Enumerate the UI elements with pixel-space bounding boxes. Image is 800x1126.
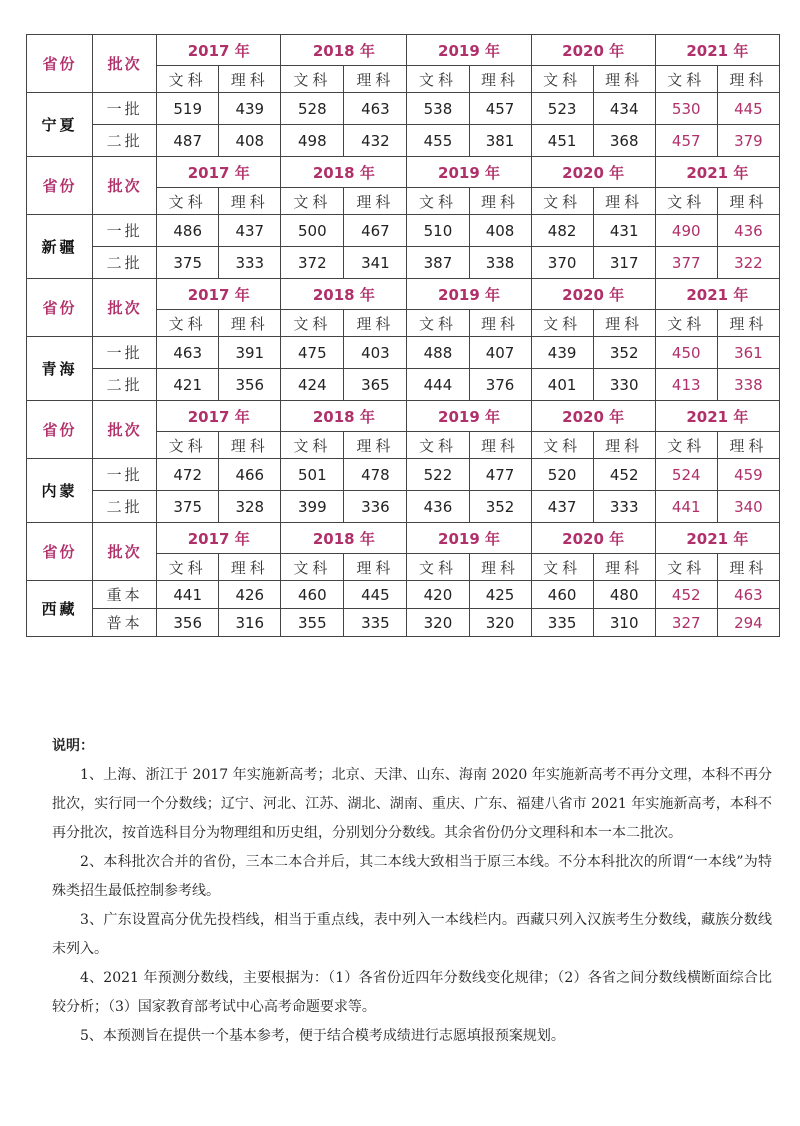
batch-name: 二批 bbox=[93, 125, 157, 157]
score-cell: 408 bbox=[219, 125, 281, 157]
score-cell: 482 bbox=[531, 215, 593, 247]
score-cell: 437 bbox=[219, 215, 281, 247]
score-cell: 355 bbox=[281, 609, 344, 637]
score-cell: 294 bbox=[717, 609, 779, 637]
subject-liberal-arts: 文科 bbox=[157, 188, 219, 215]
year-header: 2017 年 bbox=[157, 523, 281, 554]
score-cell: 441 bbox=[655, 491, 717, 523]
year-header: 2019 年 bbox=[407, 401, 531, 432]
subject-science: 理科 bbox=[219, 66, 281, 93]
batch-header: 批次 bbox=[93, 279, 157, 337]
subject-science: 理科 bbox=[469, 432, 531, 459]
score-cell: 316 bbox=[219, 609, 281, 637]
subject-liberal-arts: 文科 bbox=[531, 432, 593, 459]
score-cell: 478 bbox=[344, 459, 407, 491]
year-header: 2021 年 bbox=[655, 401, 779, 432]
subject-liberal-arts: 文科 bbox=[655, 554, 717, 581]
score-cell: 528 bbox=[281, 93, 344, 125]
province-name: 内蒙 bbox=[27, 459, 93, 523]
notes-section bbox=[52, 732, 772, 1051]
subject-science: 理科 bbox=[344, 554, 407, 581]
subject-liberal-arts: 文科 bbox=[655, 66, 717, 93]
subject-science: 理科 bbox=[469, 188, 531, 215]
score-cell: 524 bbox=[655, 459, 717, 491]
score-cell: 463 bbox=[717, 581, 779, 609]
score-cell: 336 bbox=[344, 491, 407, 523]
score-cell: 487 bbox=[157, 125, 219, 157]
batch-name: 一批 bbox=[93, 459, 157, 491]
batch-header: 批次 bbox=[93, 157, 157, 215]
score-cell: 477 bbox=[469, 459, 531, 491]
score-cell: 327 bbox=[655, 609, 717, 637]
score-cell: 426 bbox=[219, 581, 281, 609]
score-cell: 466 bbox=[219, 459, 281, 491]
year-header: 2020 年 bbox=[531, 401, 655, 432]
score-cell: 322 bbox=[717, 247, 779, 279]
score-cell: 407 bbox=[469, 337, 531, 369]
score-cell: 436 bbox=[717, 215, 779, 247]
province-name: 宁夏 bbox=[27, 93, 93, 157]
score-cell: 450 bbox=[655, 337, 717, 369]
subject-liberal-arts: 文科 bbox=[531, 310, 593, 337]
year-header: 2019 年 bbox=[407, 35, 531, 66]
score-cell: 436 bbox=[407, 491, 469, 523]
batch-name: 二批 bbox=[93, 491, 157, 523]
note-item-5: 5、本预测旨在提供一个基本参考，便于结合模考成绩进行志愿填报预案规划。 bbox=[80, 1028, 565, 1044]
year-header-row bbox=[27, 157, 780, 188]
score-cell: 459 bbox=[717, 459, 779, 491]
subject-science: 理科 bbox=[717, 66, 779, 93]
score-row bbox=[27, 125, 780, 157]
score-cell: 445 bbox=[344, 581, 407, 609]
score-cell: 452 bbox=[593, 459, 655, 491]
score-cell: 320 bbox=[469, 609, 531, 637]
score-cell: 368 bbox=[593, 125, 655, 157]
score-cell: 421 bbox=[157, 369, 219, 401]
score-cell: 460 bbox=[531, 581, 593, 609]
score-cell: 522 bbox=[407, 459, 469, 491]
subject-science: 理科 bbox=[469, 66, 531, 93]
subject-liberal-arts: 文科 bbox=[157, 310, 219, 337]
year-header: 2018 年 bbox=[281, 35, 407, 66]
score-cell: 439 bbox=[531, 337, 593, 369]
subject-science: 理科 bbox=[469, 310, 531, 337]
province-name: 西藏 bbox=[27, 581, 93, 637]
score-cell: 538 bbox=[407, 93, 469, 125]
score-cell: 467 bbox=[344, 215, 407, 247]
score-cell: 439 bbox=[219, 93, 281, 125]
score-cell: 377 bbox=[655, 247, 717, 279]
subject-liberal-arts: 文科 bbox=[407, 310, 469, 337]
subject-science: 理科 bbox=[717, 432, 779, 459]
note-item-2: 2、本科批次合并的省份，三本二本合并后，其二本线大致相当于原三本线。不分本科批次的所谓“一本线”为特殊类招生最低控制参考线。 bbox=[52, 854, 772, 899]
year-header: 2021 年 bbox=[655, 279, 779, 310]
score-cell: 424 bbox=[281, 369, 344, 401]
batch-name: 一批 bbox=[93, 337, 157, 369]
score-row bbox=[27, 491, 780, 523]
score-cell: 333 bbox=[593, 491, 655, 523]
batch-name: 重本 bbox=[93, 581, 157, 609]
score-cell: 486 bbox=[157, 215, 219, 247]
score-row bbox=[27, 215, 780, 247]
score-cell: 437 bbox=[531, 491, 593, 523]
score-cell: 457 bbox=[469, 93, 531, 125]
subject-science: 理科 bbox=[593, 554, 655, 581]
subject-science: 理科 bbox=[219, 310, 281, 337]
score-cell: 452 bbox=[655, 581, 717, 609]
score-cell: 356 bbox=[157, 609, 219, 637]
subject-liberal-arts: 文科 bbox=[281, 554, 344, 581]
subject-science: 理科 bbox=[717, 188, 779, 215]
score-cell: 523 bbox=[531, 93, 593, 125]
year-header-row bbox=[27, 523, 780, 554]
score-row bbox=[27, 93, 780, 125]
batch-header: 批次 bbox=[93, 401, 157, 459]
subject-liberal-arts: 文科 bbox=[531, 66, 593, 93]
score-cell: 376 bbox=[469, 369, 531, 401]
year-header: 2017 年 bbox=[157, 279, 281, 310]
score-cell: 379 bbox=[717, 125, 779, 157]
score-cell: 420 bbox=[407, 581, 469, 609]
score-cell: 501 bbox=[281, 459, 344, 491]
score-cell: 475 bbox=[281, 337, 344, 369]
subject-liberal-arts: 文科 bbox=[655, 310, 717, 337]
subject-science: 理科 bbox=[219, 188, 281, 215]
score-cell: 463 bbox=[157, 337, 219, 369]
score-cell: 490 bbox=[655, 215, 717, 247]
batch-header: 批次 bbox=[93, 523, 157, 581]
score-cell: 335 bbox=[344, 609, 407, 637]
score-cell: 340 bbox=[717, 491, 779, 523]
score-cell: 488 bbox=[407, 337, 469, 369]
score-cell: 387 bbox=[407, 247, 469, 279]
year-header: 2018 年 bbox=[281, 279, 407, 310]
score-cell: 335 bbox=[531, 609, 593, 637]
score-cell: 451 bbox=[531, 125, 593, 157]
score-cell: 352 bbox=[593, 337, 655, 369]
score-row bbox=[27, 581, 780, 609]
score-cell: 320 bbox=[407, 609, 469, 637]
subject-science: 理科 bbox=[219, 554, 281, 581]
year-header: 2021 年 bbox=[655, 523, 779, 554]
note-item-1: 1、上海、浙江于 2017 年实施新高考；北京、天津、山东、海南 2020 年实施新高考不再分文理，本科不再分批次，实行同一个分数线；辽宁、河北、江苏、湖北、湖南、重庆、广东、福建八省市 2021 年实施新高考，本科不再分批次，按首选科目分为物理组和历史组，分别划分分数线。其余省份仍分文理科和本一本二批次。 bbox=[52, 767, 772, 841]
subject-liberal-arts: 文科 bbox=[281, 432, 344, 459]
province-header: 省份 bbox=[27, 157, 93, 215]
year-header: 2018 年 bbox=[281, 523, 407, 554]
score-cell: 317 bbox=[593, 247, 655, 279]
note-item-4: 4、2021 年预测分数线，主要根据为：（1）各省份近四年分数线变化规律；（2）各省之间分数线横断面综合比较分析；（3）国家教育部考试中心高考命题要求等。 bbox=[52, 970, 772, 1015]
score-cell: 352 bbox=[469, 491, 531, 523]
province-name: 新疆 bbox=[27, 215, 93, 279]
year-header-row bbox=[27, 401, 780, 432]
subject-liberal-arts: 文科 bbox=[157, 554, 219, 581]
batch-name: 二批 bbox=[93, 247, 157, 279]
score-cell: 480 bbox=[593, 581, 655, 609]
score-cell: 413 bbox=[655, 369, 717, 401]
batch-header: 批次 bbox=[93, 35, 157, 93]
score-row bbox=[27, 369, 780, 401]
province-header: 省份 bbox=[27, 35, 93, 93]
score-cell: 457 bbox=[655, 125, 717, 157]
year-header: 2017 年 bbox=[157, 401, 281, 432]
year-header-row bbox=[27, 279, 780, 310]
score-cell: 401 bbox=[531, 369, 593, 401]
subject-liberal-arts: 文科 bbox=[655, 432, 717, 459]
score-cell: 431 bbox=[593, 215, 655, 247]
year-header: 2017 年 bbox=[157, 157, 281, 188]
score-cell: 432 bbox=[344, 125, 407, 157]
subject-science: 理科 bbox=[344, 188, 407, 215]
admission-score-table bbox=[26, 34, 780, 637]
score-cell: 455 bbox=[407, 125, 469, 157]
subject-liberal-arts: 文科 bbox=[655, 188, 717, 215]
province-header: 省份 bbox=[27, 523, 93, 581]
batch-name: 二批 bbox=[93, 369, 157, 401]
province-header: 省份 bbox=[27, 401, 93, 459]
subject-liberal-arts: 文科 bbox=[407, 432, 469, 459]
score-cell: 408 bbox=[469, 215, 531, 247]
score-cell: 498 bbox=[281, 125, 344, 157]
year-header: 2019 年 bbox=[407, 523, 531, 554]
score-cell: 434 bbox=[593, 93, 655, 125]
score-cell: 341 bbox=[344, 247, 407, 279]
subject-liberal-arts: 文科 bbox=[157, 66, 219, 93]
year-header: 2018 年 bbox=[281, 401, 407, 432]
batch-name: 普本 bbox=[93, 609, 157, 637]
score-cell: 425 bbox=[469, 581, 531, 609]
subject-liberal-arts: 文科 bbox=[407, 66, 469, 93]
subject-science: 理科 bbox=[344, 66, 407, 93]
note-item-3: 3、广东设置高分优先投档线，相当于重点线，表中列入一本线栏内。西藏只列入汉族考生分数线，藏族分数线未列入。 bbox=[52, 912, 772, 957]
province-name: 青海 bbox=[27, 337, 93, 401]
subject-liberal-arts: 文科 bbox=[157, 432, 219, 459]
subject-science: 理科 bbox=[593, 432, 655, 459]
province-header: 省份 bbox=[27, 279, 93, 337]
subject-science: 理科 bbox=[717, 310, 779, 337]
year-header: 2020 年 bbox=[531, 35, 655, 66]
score-cell: 520 bbox=[531, 459, 593, 491]
score-cell: 375 bbox=[157, 491, 219, 523]
subject-science: 理科 bbox=[219, 432, 281, 459]
score-cell: 444 bbox=[407, 369, 469, 401]
score-cell: 375 bbox=[157, 247, 219, 279]
subject-science: 理科 bbox=[344, 432, 407, 459]
score-cell: 391 bbox=[219, 337, 281, 369]
batch-name: 一批 bbox=[93, 93, 157, 125]
subject-liberal-arts: 文科 bbox=[281, 188, 344, 215]
year-header-row bbox=[27, 35, 780, 66]
subject-science: 理科 bbox=[593, 188, 655, 215]
subject-liberal-arts: 文科 bbox=[407, 188, 469, 215]
score-cell: 356 bbox=[219, 369, 281, 401]
score-cell: 328 bbox=[219, 491, 281, 523]
score-cell: 338 bbox=[717, 369, 779, 401]
subject-science: 理科 bbox=[717, 554, 779, 581]
score-cell: 463 bbox=[344, 93, 407, 125]
score-cell: 330 bbox=[593, 369, 655, 401]
score-row bbox=[27, 337, 780, 369]
score-cell: 310 bbox=[593, 609, 655, 637]
subject-liberal-arts: 文科 bbox=[531, 188, 593, 215]
score-cell: 338 bbox=[469, 247, 531, 279]
subject-liberal-arts: 文科 bbox=[281, 310, 344, 337]
subject-science: 理科 bbox=[593, 310, 655, 337]
year-header: 2017 年 bbox=[157, 35, 281, 66]
year-header: 2020 年 bbox=[531, 523, 655, 554]
score-row bbox=[27, 609, 780, 637]
score-cell: 472 bbox=[157, 459, 219, 491]
subject-liberal-arts: 文科 bbox=[407, 554, 469, 581]
score-cell: 500 bbox=[281, 215, 344, 247]
notes-title: 说明： bbox=[52, 738, 94, 754]
score-row bbox=[27, 459, 780, 491]
batch-name: 一批 bbox=[93, 215, 157, 247]
score-row bbox=[27, 247, 780, 279]
score-cell: 403 bbox=[344, 337, 407, 369]
subject-science: 理科 bbox=[344, 310, 407, 337]
year-header: 2020 年 bbox=[531, 157, 655, 188]
subject-science: 理科 bbox=[469, 554, 531, 581]
score-cell: 510 bbox=[407, 215, 469, 247]
score-cell: 365 bbox=[344, 369, 407, 401]
year-header: 2019 年 bbox=[407, 157, 531, 188]
year-header: 2020 年 bbox=[531, 279, 655, 310]
score-cell: 333 bbox=[219, 247, 281, 279]
year-header: 2021 年 bbox=[655, 35, 779, 66]
score-cell: 372 bbox=[281, 247, 344, 279]
score-cell: 445 bbox=[717, 93, 779, 125]
subject-liberal-arts: 文科 bbox=[531, 554, 593, 581]
score-cell: 530 bbox=[655, 93, 717, 125]
score-cell: 441 bbox=[157, 581, 219, 609]
score-cell: 460 bbox=[281, 581, 344, 609]
year-header: 2018 年 bbox=[281, 157, 407, 188]
year-header: 2019 年 bbox=[407, 279, 531, 310]
year-header: 2021 年 bbox=[655, 157, 779, 188]
subject-science: 理科 bbox=[593, 66, 655, 93]
score-cell: 370 bbox=[531, 247, 593, 279]
score-cell: 399 bbox=[281, 491, 344, 523]
score-cell: 381 bbox=[469, 125, 531, 157]
score-cell: 519 bbox=[157, 93, 219, 125]
score-cell: 361 bbox=[717, 337, 779, 369]
subject-liberal-arts: 文科 bbox=[281, 66, 344, 93]
